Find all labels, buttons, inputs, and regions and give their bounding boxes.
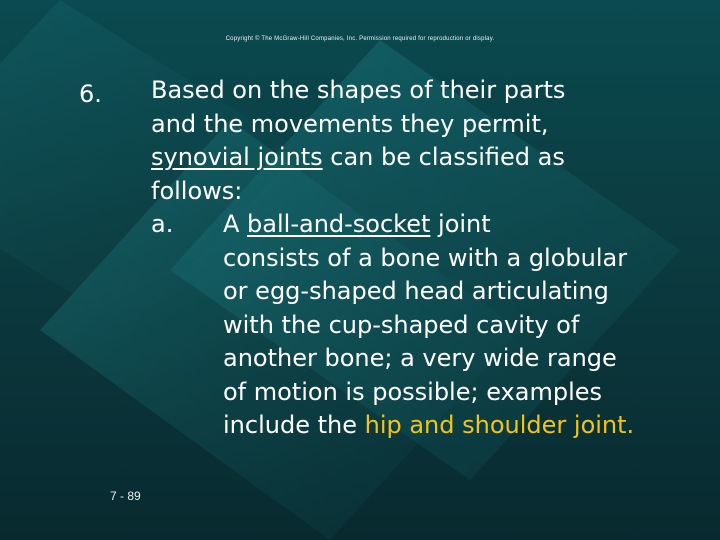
sub-item-line: another bone; a very wide range bbox=[223, 344, 617, 372]
body-line: follows: bbox=[151, 176, 243, 205]
sub-item-line: consists of a bone with a globular bbox=[223, 243, 628, 272]
slide-body bbox=[151, 74, 691, 443]
sub-item-line: of motion is possible; examples bbox=[223, 377, 603, 406]
sub-item-line bbox=[151, 409, 691, 443]
highlighted-examples: hip and shoulder joint. bbox=[364, 411, 635, 439]
body-text-fragment: A bbox=[223, 210, 248, 238]
sub-item-marker: a. bbox=[151, 210, 174, 238]
copyright-notice: Copyright © The McGraw-Hill Companies, Inc. Permission required for reproduction or display. bbox=[225, 36, 495, 42]
term-synovial-joints: synovial joints bbox=[151, 143, 323, 171]
sub-item-line bbox=[151, 208, 691, 242]
body-text-fragment: include the bbox=[223, 411, 365, 439]
item-number: 6. bbox=[79, 80, 102, 108]
body-text-fragment: can be classified as bbox=[322, 143, 565, 171]
body-text-fragment: joint bbox=[430, 210, 491, 238]
sub-item-line: with the cup-shaped cavity of bbox=[223, 310, 580, 339]
body-line: and the movements they permit, bbox=[151, 109, 549, 138]
body-line: Based on the shapes of their parts bbox=[151, 76, 566, 104]
page-number: 7 - 89 bbox=[110, 489, 141, 503]
body-line bbox=[151, 141, 691, 175]
sub-item-line: or egg-shaped head articulating bbox=[223, 277, 609, 305]
term-ball-and-socket: ball-and-socket bbox=[247, 210, 431, 238]
